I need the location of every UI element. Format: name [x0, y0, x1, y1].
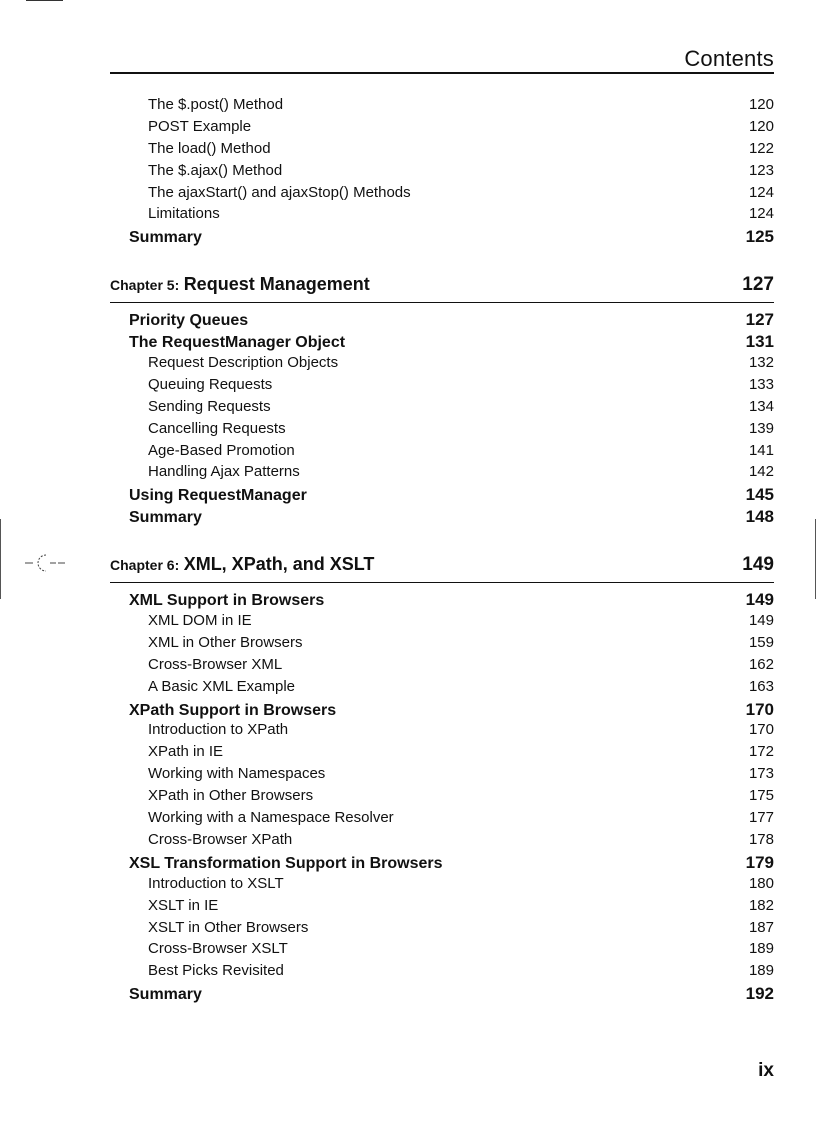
chapter-label: Chapter 5:	[110, 277, 180, 294]
toc-subsection[interactable]	[110, 420, 774, 442]
toc-page-number: 170	[745, 699, 774, 719]
chapter-title-group	[110, 554, 374, 575]
table-of-contents	[110, 96, 774, 1006]
toc-section[interactable]	[110, 984, 774, 1006]
toc-subsection[interactable]	[110, 140, 774, 162]
toc-page-number: 127	[742, 274, 774, 296]
toc-page-number: 179	[745, 852, 774, 872]
toc-page-number: 187	[748, 918, 774, 936]
toc-subsection[interactable]	[110, 634, 774, 656]
toc-entry-title: Cross-Browser XSLT	[148, 940, 288, 958]
toc-section[interactable]	[110, 227, 774, 249]
registration-mark-icon	[24, 552, 66, 574]
toc-entry-title: A Basic XML Example	[148, 677, 296, 695]
toc-page-number: 182	[748, 896, 774, 914]
toc-page-number: 173	[748, 765, 774, 783]
toc-subsection[interactable]	[110, 765, 774, 787]
toc-subsection[interactable]	[110, 96, 774, 118]
toc-entry-title: XSLT in Other Browsers	[148, 918, 309, 936]
page-number: ix	[758, 1060, 774, 1081]
running-head-title: Contents	[684, 46, 774, 71]
toc-page-number: 132	[748, 354, 774, 372]
toc-entry-title: The RequestManager Object	[129, 334, 346, 352]
toc-page-number: 177	[748, 809, 774, 827]
toc-page-number: 120	[748, 96, 774, 113]
toc-subsection[interactable]	[110, 656, 774, 678]
toc-entry-title: Handling Ajax Patterns	[148, 463, 300, 481]
toc-subsection[interactable]	[110, 919, 774, 941]
toc-section[interactable]	[110, 700, 774, 722]
toc-subsection[interactable]	[110, 398, 774, 420]
toc-page-number: 142	[748, 463, 774, 481]
toc-entry-title: Working with Namespaces	[148, 765, 326, 783]
toc-page-number: 148	[745, 507, 774, 527]
toc-entry-title: XPath in IE	[148, 743, 224, 761]
toc-subsection[interactable]	[110, 184, 774, 206]
toc-entry-title: Introduction to XPath	[148, 721, 289, 739]
toc-entry-title: Introduction to XSLT	[148, 874, 284, 892]
toc-subsection[interactable]	[110, 376, 774, 398]
toc-section[interactable]	[110, 853, 774, 875]
toc-entry-title: XPath in Other Browsers	[148, 787, 314, 805]
toc-page-number: 163	[748, 677, 774, 695]
toc-page-number: 189	[748, 962, 774, 980]
toc-entry-title: Cross-Browser XPath	[148, 830, 293, 848]
toc-page-number: 120	[748, 117, 774, 135]
toc-entry-title: XPath Support in Browsers	[129, 701, 337, 719]
toc-section[interactable]	[110, 507, 774, 529]
toc-page-number: 170	[748, 721, 774, 739]
toc-entry-title: Age-Based Promotion	[148, 441, 295, 459]
toc-subsection[interactable]	[110, 831, 774, 853]
toc-page-number: 149	[748, 612, 774, 630]
toc-entry-title: XML Support in Browsers	[129, 592, 325, 610]
toc-page-number: 133	[748, 375, 774, 393]
toc-page-number: 175	[748, 787, 774, 805]
chapter-label: Chapter 6:	[110, 557, 180, 574]
toc-subsection[interactable]	[110, 897, 774, 919]
margin-line-left	[0, 519, 1, 599]
toc-subsection[interactable]	[110, 678, 774, 700]
toc-entry-title: The ajaxStart() and ajaxStop() Methods	[148, 183, 411, 201]
chapter-title: XML, XPath, and XSLT	[183, 554, 375, 575]
toc-entry-title: Summary	[129, 229, 202, 247]
toc-page-number: 134	[748, 397, 774, 415]
toc-entry-title: Best Picks Revisited	[148, 962, 284, 980]
toc-page-number: 192	[745, 984, 774, 1004]
toc-page-number: 127	[745, 310, 774, 330]
toc-page-number: 149	[742, 554, 774, 576]
toc-entry-title: Summary	[129, 986, 202, 1004]
toc-page-number: 162	[748, 655, 774, 673]
toc-subsection[interactable]	[110, 463, 774, 485]
toc-entry-title: Sending Requests	[148, 397, 271, 415]
toc-page-number: 189	[748, 940, 774, 958]
toc-entry-title: Using RequestManager	[129, 487, 307, 505]
toc-entry-title: The $.ajax() Method	[148, 161, 283, 179]
toc-chapter-heading[interactable]	[110, 554, 774, 583]
toc-subsection[interactable]	[110, 205, 774, 227]
toc-subsection[interactable]	[110, 162, 774, 184]
toc-page-number: 123	[748, 161, 774, 179]
chapter-title: Request Management	[183, 274, 370, 295]
toc-page-number: 145	[745, 485, 774, 505]
toc-page-number: 159	[748, 633, 774, 651]
toc-entry-title: Request Description Objects	[148, 354, 339, 372]
toc-page-number: 141	[748, 441, 774, 459]
toc-section[interactable]	[110, 590, 774, 612]
toc-entry-title: Limitations	[148, 205, 220, 223]
toc-page-number: 172	[748, 743, 774, 761]
toc-subsection[interactable]	[110, 442, 774, 464]
toc-subsection[interactable]	[110, 354, 774, 376]
chapter-title-group	[110, 274, 370, 295]
toc-entry-title: XML in Other Browsers	[148, 633, 303, 651]
toc-subsection[interactable]	[110, 940, 774, 962]
toc-entry-title: Cross-Browser XML	[148, 655, 283, 673]
toc-entry-title: Summary	[129, 509, 202, 527]
toc-subsection[interactable]	[110, 118, 774, 140]
toc-entry-title: Cancelling Requests	[148, 419, 286, 437]
toc-entry-title: XSLT in IE	[148, 896, 219, 914]
toc-page-number: 131	[745, 332, 774, 352]
toc-section[interactable]	[110, 485, 774, 507]
toc-page-number: 125	[745, 227, 774, 247]
toc-entry-title: The load() Method	[148, 139, 271, 157]
toc-subsection[interactable]	[110, 787, 774, 809]
toc-subsection[interactable]	[110, 962, 774, 984]
toc-page-number: 122	[748, 139, 774, 157]
toc-page-number: 149	[745, 590, 774, 610]
toc-subsection[interactable]	[110, 612, 774, 634]
toc-chapter-heading[interactable]	[110, 274, 774, 303]
toc-entry-title: Working with a Namespace Resolver	[148, 809, 394, 827]
toc-entry-title: POST Example	[148, 117, 252, 135]
toc-entry-title: Priority Queues	[129, 312, 249, 330]
toc-section[interactable]	[110, 332, 774, 354]
toc-page-number: 124	[748, 205, 774, 223]
toc-subsection[interactable]	[110, 743, 774, 765]
toc-page-number: 139	[748, 419, 774, 437]
toc-subsection[interactable]	[110, 875, 774, 897]
crop-mark-top	[26, 0, 63, 1]
toc-entry-title: The $.post() Method	[148, 96, 284, 113]
toc-section[interactable]	[110, 310, 774, 332]
toc-entry-title: XML DOM in IE	[148, 612, 252, 630]
toc-entry-title: XSL Transformation Support in Browsers	[129, 854, 443, 872]
toc-page-number: 180	[748, 874, 774, 892]
toc-subsection[interactable]	[110, 809, 774, 831]
running-head	[110, 44, 774, 74]
toc-entry-title: Queuing Requests	[148, 375, 273, 393]
toc-page-number: 178	[748, 830, 774, 848]
toc-subsection[interactable]	[110, 721, 774, 743]
toc-page-number: 124	[748, 183, 774, 201]
